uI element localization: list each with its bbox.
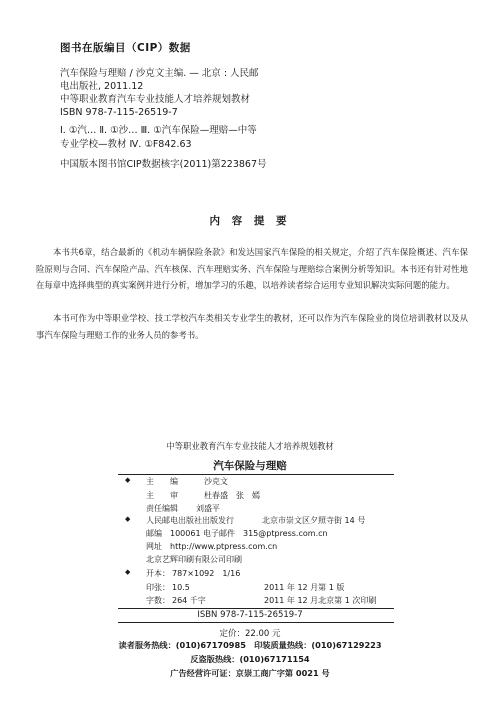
printer: 北京艺辉印刷有限公司印刷 <box>146 555 242 564</box>
printing: 2011 年 12 月北京第 1 次印刷 <box>264 596 377 605</box>
reviewer-names: 杜春盛 张 嫣 <box>204 491 260 500</box>
piracy-hotline: 反盗版热线：(010)67171154 <box>190 654 310 664</box>
divider-top <box>118 474 394 475</box>
sheets: 10.5 <box>172 583 190 592</box>
edition: 2011 年 12 月第 1 版 <box>264 583 345 592</box>
wordcount: 264 千字 <box>172 596 206 605</box>
bullet-marker: ◆ <box>125 568 131 576</box>
format-label: 开本： <box>146 569 170 578</box>
abstract-title: 内 容 提 要 <box>209 215 291 227</box>
cip-line-5: Ⅰ. ①汽… Ⅱ. ①沙… Ⅲ. ①汽车保险—理赔—中等 <box>60 125 257 136</box>
publisher: 人民邮电出版社出版发行 <box>146 516 234 525</box>
price: 定价：22.00 元 <box>219 629 281 639</box>
bullet-marker: ◆ <box>125 476 131 484</box>
divider-isbn-bottom <box>118 622 394 623</box>
website: http://www.ptpress.com.cn <box>170 542 278 551</box>
cip-line-3: 中等职业教育汽车专业技能人才培养规划教材 <box>60 94 251 105</box>
book-title: 汽车保险与理赔 <box>213 460 287 472</box>
bullet-marker: ◆ <box>125 515 131 523</box>
wordcount-label: 字数： <box>146 596 170 605</box>
abstract-paragraph-1-text: 本书共6章，结合最新的《机动车辆保险条款》和发达国家汽车保险的相关规定，介绍了汽车保险概述、汽车保险原则与合同、汽车保险产品、汽车核保、汽车理赔实务、汽车保险与理赔综合案例分析等知识。本书还有针对性地在每章中选择典型的真实案例并进行分析，增加学习的乐趣，以培养读者综合运用专业知识解决实际问题的能力。 <box>36 247 468 290</box>
cip-line-6: 专业学校—教材 Ⅳ. ①F842.63 <box>60 139 192 150</box>
format: 787×1092 1/16 <box>172 569 241 578</box>
reviewer-label: 主 审 <box>146 491 178 500</box>
email: 315@ptpress.com.cn <box>243 529 328 538</box>
divider-isbn-top <box>118 608 394 609</box>
responsible-editor-name: 刘盛平 <box>196 504 220 513</box>
postcode-label: 邮编 <box>146 529 162 538</box>
responsible-editor-label: 责任编辑 <box>146 504 178 513</box>
abstract-paragraph-1 <box>36 244 468 294</box>
abstract-paragraph-2-text: 本书可作为中等职业学校、技工学校汽车类相关专业学生的教材，还可以作为汽车保险业的岗位培训教材以及从事汽车保险与理赔工作的业务人员的参考书。 <box>36 313 468 340</box>
cip-line-4: ISBN 978-7-115-26519-7 <box>60 107 178 118</box>
service-hotline: 读者服务热线：(010)67170985 印装质量热线：(010)67129223 <box>118 640 382 650</box>
email-label: 电子邮件 <box>203 529 235 538</box>
cip-heading: 图书在版编目（CIP）数据 <box>60 42 191 54</box>
editor-label: 主 编 <box>146 477 178 486</box>
postcode: 100061 <box>170 529 201 538</box>
publisher-address: 北京市崇文区夕照寺街 14 号 <box>262 516 366 525</box>
abstract-paragraph-2 <box>36 310 468 343</box>
ad-license: 广告经营许可证：京崇工商广字第 0021 号 <box>170 668 330 678</box>
cip-line-7: 中国版本图书馆CIP数据核字(2011)第223867号 <box>60 159 267 170</box>
editor-name: 沙克文 <box>204 477 228 486</box>
cip-line-1: 汽车保险与理赔 / 沙克文主编. — 北京 : 人民邮 <box>60 68 259 79</box>
sheets-label: 印张： <box>146 583 170 592</box>
series-name: 中等职业教育汽车专业技能人才培养规划教材 <box>166 441 334 451</box>
cip-line-2: 电出版社, 2011.12 <box>60 81 144 92</box>
website-label: 网址 <box>146 542 162 551</box>
isbn: ISBN 978-7-115-26519-7 <box>197 610 303 620</box>
